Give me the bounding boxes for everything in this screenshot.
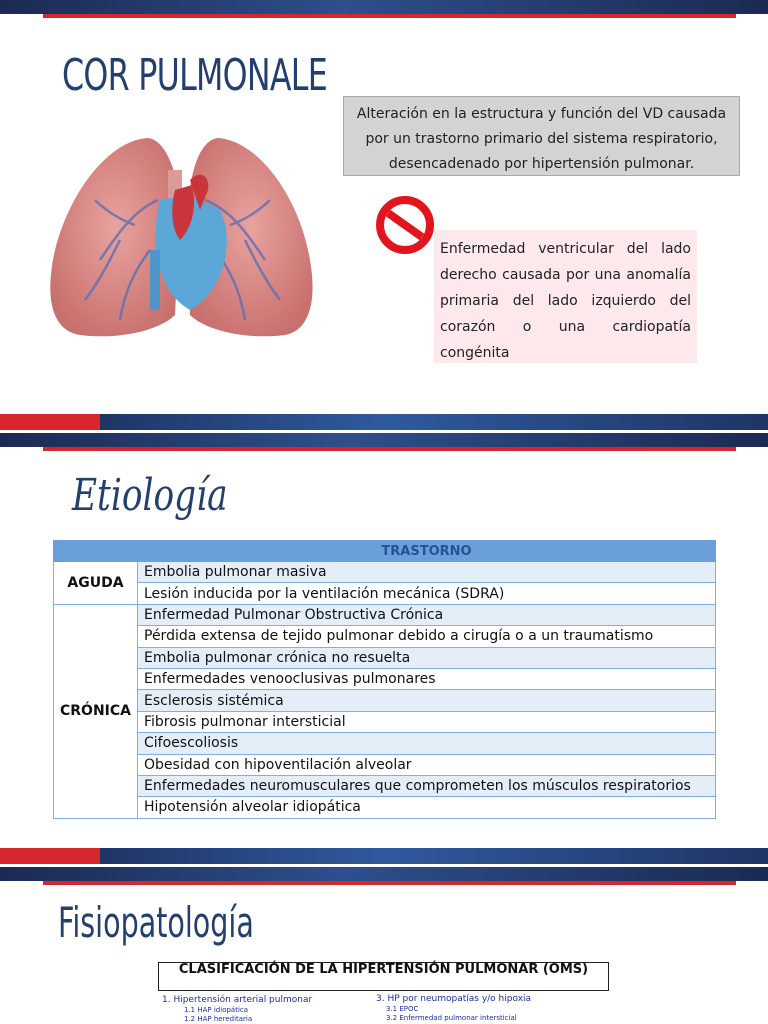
table-cell: Embolia pulmonar masiva xyxy=(138,562,716,583)
table-cell: Enfermedades venooclusivas pulmonares xyxy=(138,668,716,689)
slide3-header-band xyxy=(0,867,768,881)
table-cell: Lesión inducida por la ventilación mecánica (SDRA) xyxy=(138,583,716,604)
table-row xyxy=(54,797,716,818)
table-row xyxy=(54,626,716,647)
col1-heading: 1. Hipertensión arterial pulmonar xyxy=(162,995,313,1005)
slide3-red-line xyxy=(43,881,736,885)
table-row xyxy=(54,647,716,668)
table-row xyxy=(54,562,716,583)
table-row xyxy=(54,711,716,732)
table-cell: Obesidad con hipoventilación alveolar xyxy=(138,754,716,775)
classification-col-1 xyxy=(162,995,312,1023)
table-row xyxy=(54,754,716,775)
list-item: 3.2 Enfermedad pulmonar intersticial xyxy=(386,1014,517,1022)
table-row xyxy=(54,690,716,711)
etiology-table xyxy=(53,540,716,819)
table-row xyxy=(54,775,716,796)
group-label-cronica: CRÓNICA xyxy=(54,604,138,818)
table-header: TRASTORNO xyxy=(138,541,716,562)
table-cell: Embolia pulmonar crónica no resuelta xyxy=(138,647,716,668)
table-cell: Hipotensión alveolar idiopática xyxy=(138,797,716,818)
slide2-footer-band xyxy=(0,848,768,864)
top-red-line xyxy=(43,14,736,18)
table-row xyxy=(54,604,716,625)
list-item: 1.1 HAP idiopática xyxy=(184,1006,249,1014)
slide3-title: Fisiopatología xyxy=(58,898,254,947)
lungs-heart-illustration xyxy=(40,130,322,345)
table-row xyxy=(54,583,716,604)
table-cell: Enfermedad Pulmonar Obstructiva Crónica xyxy=(138,604,716,625)
list-item: 1.2 HAP hereditaria xyxy=(184,1015,253,1023)
table-cell: Esclerosis sistémica xyxy=(138,690,716,711)
group-label-aguda: AGUDA xyxy=(54,562,138,605)
slide2-title: Etiología xyxy=(72,470,228,521)
col2-heading: 3. HP por neumopatías y/o hipoxia xyxy=(376,994,532,1004)
exclusion-box: Enfermedad ventricular del lado derecho causada por una anomalía primaria del lado izquierdo del corazón o una cardiopatía congénita xyxy=(434,230,697,363)
definition-box: Alteración en la estructura y función del VD causada por un trastorno primario del sistema respiratorio, desencadenado por hipertensión pulmonar. xyxy=(343,96,740,176)
prohibited-icon xyxy=(376,196,434,254)
classification-title: CLASIFICACIÓN DE LA HIPERTENSIÓN PULMONAR (OMS) xyxy=(158,962,609,991)
slide1-title: COR PULMONALE xyxy=(62,50,328,101)
list-item: 3.1 EPOC xyxy=(386,1005,419,1013)
table-header-spacer xyxy=(54,541,138,562)
table-row xyxy=(54,733,716,754)
table-cell: Fibrosis pulmonar intersticial xyxy=(138,711,716,732)
table-row xyxy=(54,668,716,689)
slide2-header-band xyxy=(0,433,768,447)
table-cell: Cifoescoliosis xyxy=(138,733,716,754)
classification-col-2 xyxy=(376,994,531,1022)
table-cell: Enfermedades neuromusculares que comprometen los músculos respiratorios xyxy=(138,775,716,796)
top-header-band xyxy=(0,0,768,14)
slide2-red-line xyxy=(43,447,736,451)
table-cell: Pérdida extensa de tejido pulmonar debido a cirugía o a un traumatismo xyxy=(138,626,716,647)
slide1-footer-band xyxy=(0,414,768,430)
